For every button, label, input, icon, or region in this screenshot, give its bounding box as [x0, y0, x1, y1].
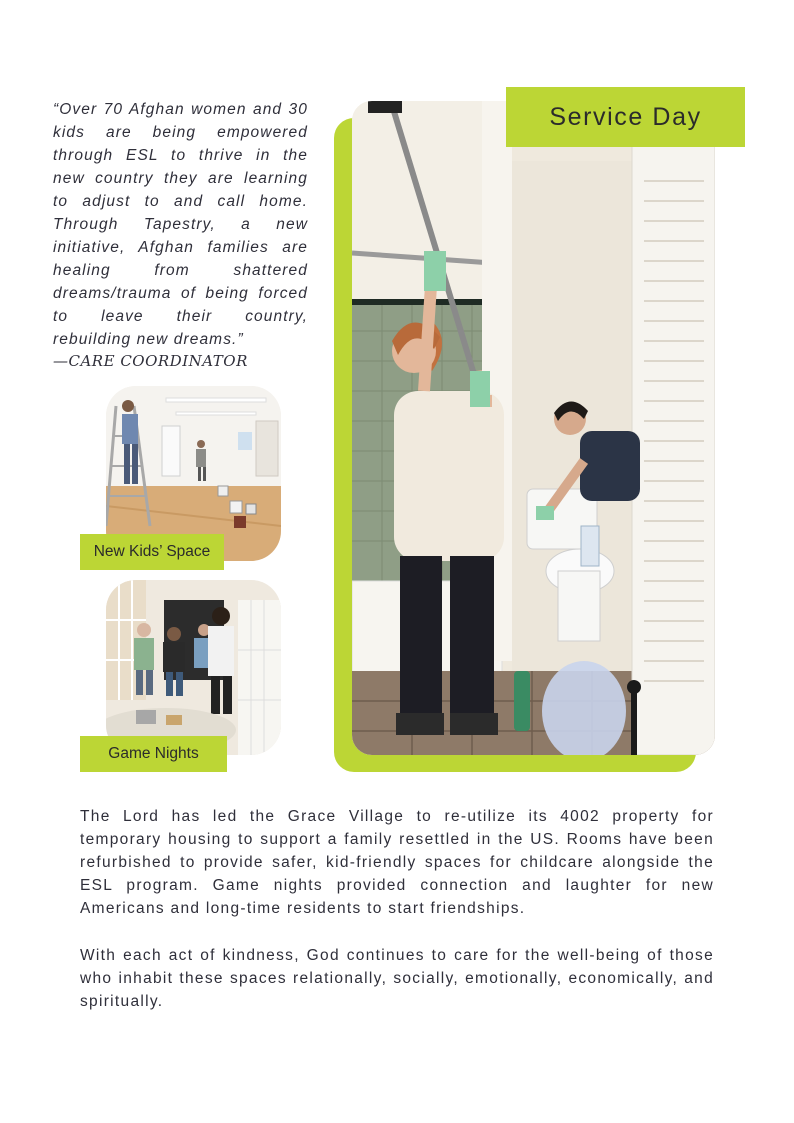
game-nights-label: Game Nights: [80, 736, 227, 772]
body-paragraph-1: The Lord has led the Grace Village to re-utilize its 4002 property for temporary housing to support a family resettled in the US. Rooms have been refurbished to provide safer, kid-friendly spaces for childcare alongside the ESL program. Game nights provided connection and laughter for new Americans and long-time residents to start friendships.: [80, 808, 714, 917]
service-day-photo: [352, 101, 715, 755]
testimonial-quote: “Over 70 Afghan women and 30 kids are being empowered through ESL to thrive in the new country they are learning to adjust to and call home. Through Tapestry, a new initiative, Afghan families are healing from shattered dreams/trauma of being forced to leave their country, rebuilding new dreams.”: [53, 101, 308, 348]
kids-space-label: New Kids’ Space: [80, 534, 224, 570]
quote-attribution: —CARE COORDINATOR: [53, 352, 248, 370]
game-nights-photo: [106, 580, 281, 755]
body-paragraph-2: With each act of kindness, God continues to care for the well-being of those who inhabit these spaces relationally, socially, emotionally, economically, and spiritually.: [80, 947, 714, 1010]
page-title: Service Day: [506, 87, 745, 147]
